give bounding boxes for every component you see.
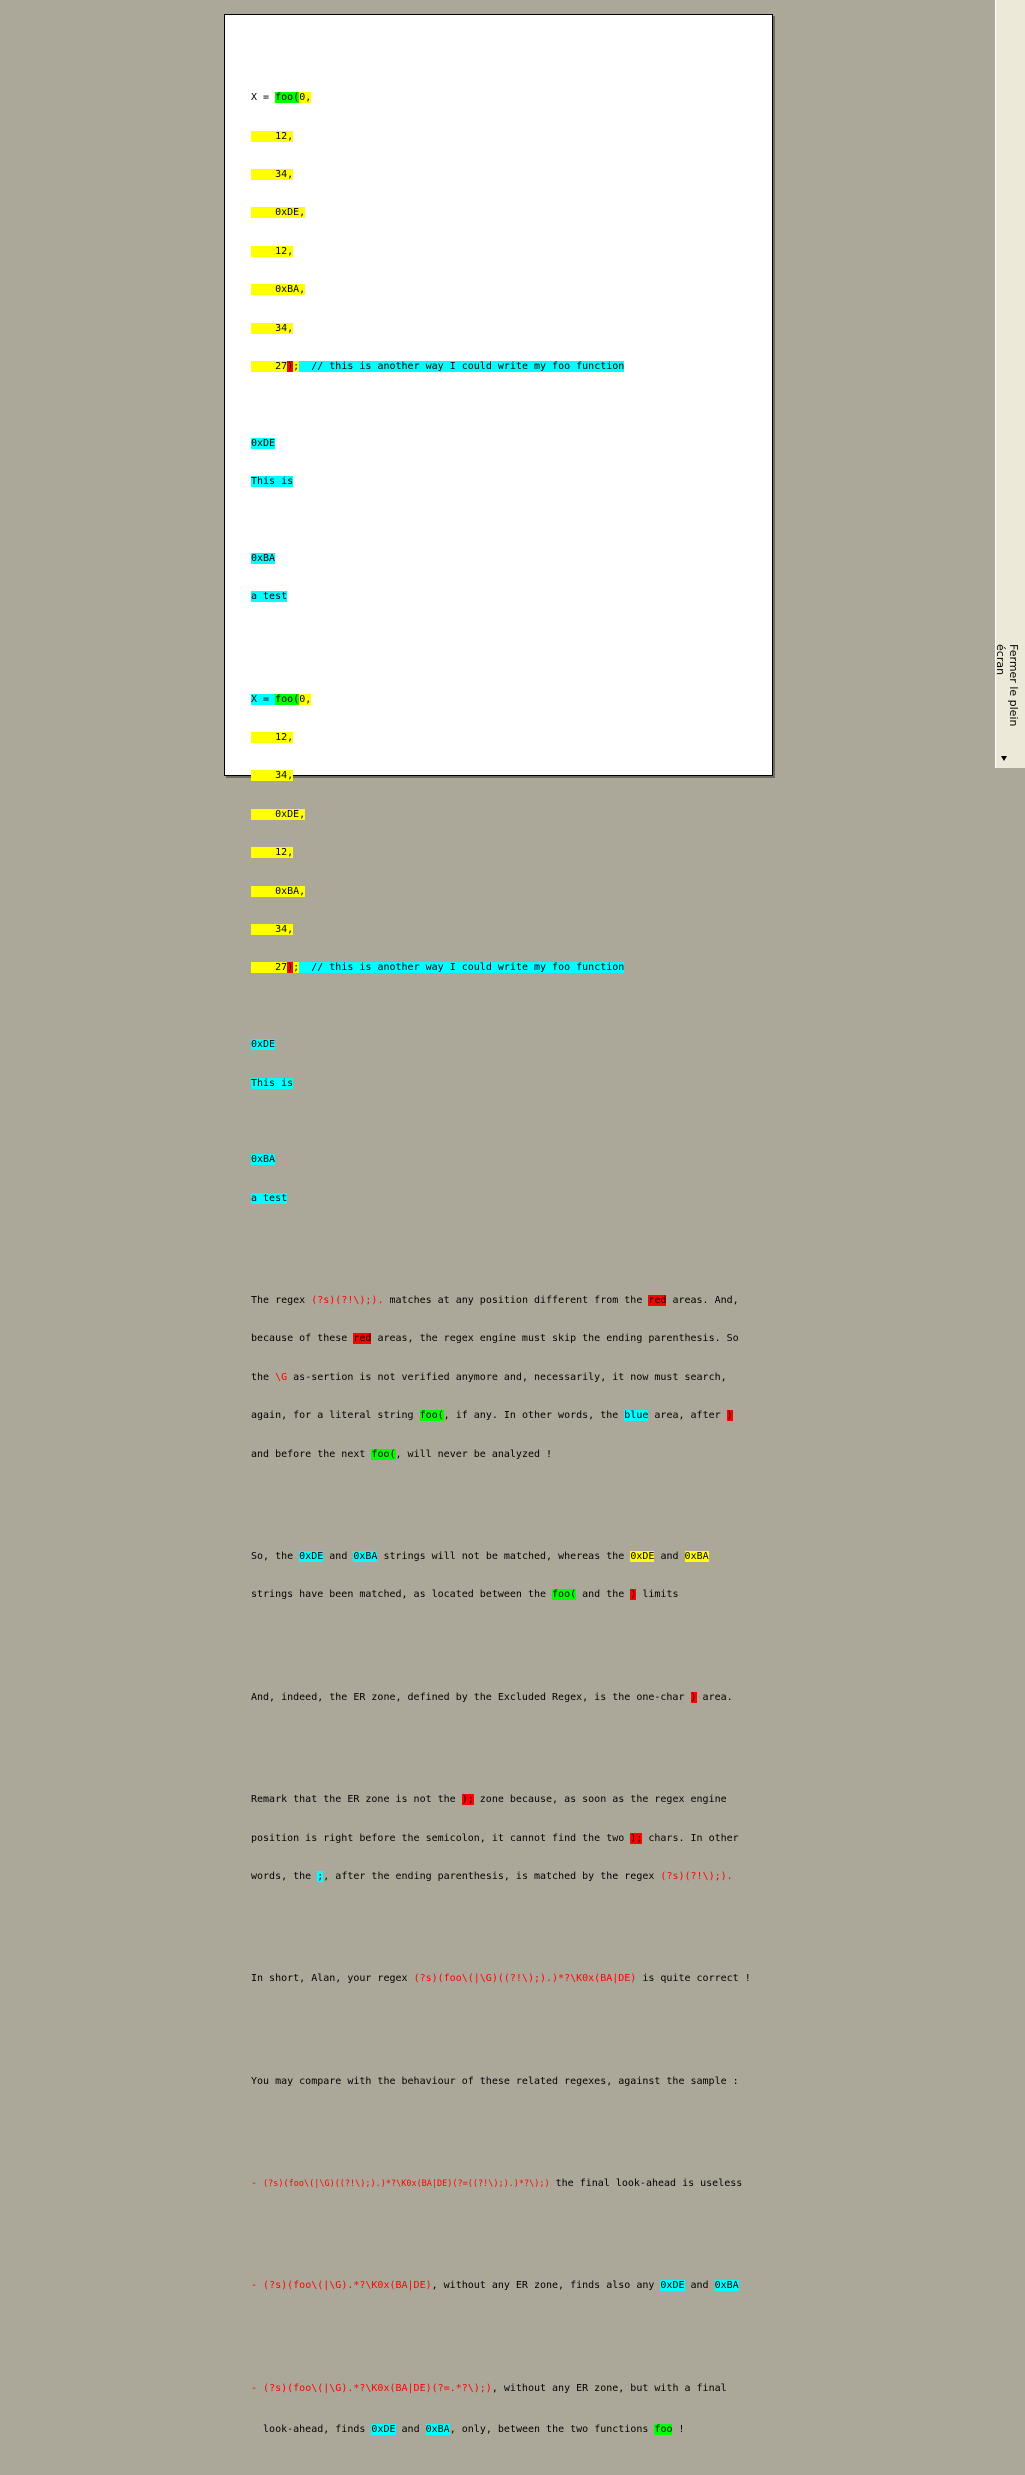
text-line [251, 2383, 761, 2396]
text: the [251, 1371, 276, 1383]
regex: (?s)(foo\(|\G)((?!\);).)*?\K0x(BA|DE) [413, 1973, 637, 1985]
text: and the [576, 1589, 631, 1601]
code-line [251, 361, 761, 374]
code-line [251, 1039, 761, 1052]
highlight-semicolon: ; [293, 962, 300, 974]
text: because of these [251, 1333, 354, 1345]
code-line [251, 591, 761, 604]
code-line [251, 924, 761, 937]
text: the final look-ahead is useless [549, 2178, 743, 2190]
text: position is right before the semicolon, it cannot find the two [251, 1832, 631, 1844]
code-line [251, 694, 761, 707]
highlight-foo: foo( [552, 1589, 577, 1601]
code-x: X = [251, 92, 276, 104]
code-line [251, 92, 761, 105]
highlight-args: 0xBA, [251, 885, 306, 897]
text: strings will not be matched, whereas the [377, 1551, 631, 1563]
text-line [251, 1973, 761, 1986]
text: strings have been matched, as located between the [251, 1589, 553, 1601]
code-line [251, 284, 761, 297]
text: , without any ER zone, but with a final [491, 2382, 727, 2394]
code-line [251, 1193, 761, 1206]
highlight-args: 12, [251, 245, 294, 257]
highlight-foo: foo( [371, 1448, 396, 1460]
highlight-hex: 0xBA [714, 2280, 739, 2292]
highlight-semicolon: ; [317, 1870, 324, 1882]
text: , will never be analyzed ! [395, 1448, 553, 1460]
text-line [251, 1333, 761, 1346]
highlight-hex: 0xBA [251, 552, 276, 564]
text-line [251, 1295, 761, 1308]
text: , if any. In other words, the [443, 1410, 625, 1422]
text: areas. And, [666, 1295, 739, 1307]
red-label: red [353, 1333, 372, 1345]
text: again, for a literal string [251, 1410, 420, 1422]
highlight-foo: foo [654, 2424, 673, 2436]
text: And, indeed, the ER zone, defined by the Excluded Regex, is the one-char [251, 1691, 691, 1703]
bullet: - [251, 2178, 264, 2190]
highlight-text: This is [251, 1077, 294, 1089]
code-line [251, 476, 761, 489]
highlight-text: This is [251, 476, 294, 488]
code-line [251, 438, 761, 451]
text: , after the ending parenthesis, is matched by the regex [323, 1870, 661, 1882]
highlight-hex: 0xDE [660, 2280, 685, 2292]
code-line [251, 847, 761, 860]
highlight-hex: 0xDE [630, 1551, 655, 1563]
highlight-comment: // this is another way I could write my foo function [299, 962, 625, 974]
highlight-args: 0, [299, 693, 312, 705]
highlight-paren: ) [726, 1410, 733, 1422]
exit-fullscreen-button[interactable]: Fermer le plein écran [998, 640, 1020, 755]
text: is quite correct ! [636, 1973, 751, 1985]
text-line [251, 1551, 761, 1564]
code-line [251, 131, 761, 144]
text-line [251, 1372, 761, 1385]
highlight-hex: 0xDE [371, 2424, 396, 2436]
text-line [251, 2178, 761, 2191]
text: and [684, 2280, 715, 2292]
highlight-comment: // this is another way I could write my foo function [299, 360, 625, 372]
code-line [251, 169, 761, 182]
text-line [251, 1449, 761, 1462]
text: and before the next [251, 1448, 372, 1460]
code-line [251, 1078, 761, 1091]
text: and [654, 1551, 685, 1563]
text: zone because, as soon as the regex engine [473, 1794, 727, 1806]
code-line [251, 732, 761, 745]
text: look-ahead, finds [251, 2424, 372, 2436]
text-line [251, 1871, 761, 1884]
highlight-text: a test [251, 591, 288, 603]
text: area, after [648, 1410, 727, 1422]
highlight-paren: ); [461, 1794, 474, 1806]
highlight-args: 12, [251, 847, 294, 859]
highlight-args: 34, [251, 168, 294, 180]
highlight-hex: 0xBA [425, 2424, 450, 2436]
regex: (?s)(foo\(|\G).*?\K0x(BA|DE) [263, 2280, 432, 2292]
highlight-args: 34, [251, 770, 294, 782]
bullet: - [251, 2280, 264, 2292]
text-line [251, 2280, 761, 2293]
text: and [395, 2424, 426, 2436]
regex: (?s)(foo\(|\G)((?!\);).)*?\K0x(BA|DE)(?=((?!\);).)*?\);) [263, 2179, 550, 2190]
highlight-paren: ) [287, 962, 294, 974]
highlight-args: 0xBA, [251, 284, 306, 296]
code-line [251, 553, 761, 566]
text-line [251, 1589, 761, 1602]
regex: \G [275, 1371, 288, 1383]
highlight-args: 0xDE, [251, 207, 306, 219]
text: So, the [251, 1551, 300, 1563]
highlight-hex: 0xDE [251, 437, 276, 449]
highlight-hex: 0xDE [299, 1551, 324, 1563]
highlight-hex: 0xDE [251, 1039, 276, 1051]
code-line [251, 886, 761, 899]
text: In short, Alan, your regex [251, 1973, 414, 1985]
text-line [251, 2424, 761, 2437]
highlight-foo: foo( [419, 1410, 444, 1422]
text: and [323, 1551, 354, 1563]
code-line [251, 962, 761, 975]
code-line [251, 1154, 761, 1167]
highlight-args: 34, [251, 923, 294, 935]
bullet: - [251, 2382, 264, 2394]
highlight-args: 12, [251, 130, 294, 142]
highlight-semicolon: ; [293, 360, 300, 372]
text: area. [696, 1691, 733, 1703]
blue-label: blue [624, 1410, 649, 1422]
code-line [251, 809, 761, 822]
text: chars. In other [642, 1832, 739, 1844]
code-x: X = [251, 693, 276, 705]
text: as-sertion is not verified anymore and, necessarily, it now must search, [287, 1371, 727, 1383]
highlight-paren: ); [630, 1832, 643, 1844]
document-page [224, 14, 773, 2436]
regex: (?s)(?!\);). [660, 1870, 733, 1882]
text: matches at any position different from the [383, 1295, 649, 1307]
highlight-args: 27 [251, 360, 288, 372]
highlight-args: 12, [251, 732, 294, 744]
highlight-args: 0, [299, 92, 312, 104]
highlight-text: a test [251, 1192, 288, 1204]
highlight-foo: foo( [275, 92, 300, 104]
highlight-paren: ) [630, 1589, 637, 1601]
regex: (?s)(?!\);). [311, 1295, 384, 1307]
text-line: You may compare with the behaviour of these related regexes, against the sample : [251, 2075, 739, 2087]
text: limits [636, 1589, 679, 1601]
highlight-foo: foo( [275, 693, 300, 705]
highlight-hex: 0xBA [251, 1154, 276, 1166]
text-line [251, 1794, 761, 1807]
text-line [251, 1833, 761, 1846]
text: words, the [251, 1870, 318, 1882]
text-line [251, 1410, 761, 1423]
highlight-hex: 0xBA [353, 1551, 378, 1563]
text: Remark that the ER zone is not the [251, 1794, 462, 1806]
chevron-down-icon[interactable] [1001, 756, 1007, 761]
text: , only, between the two functions [449, 2424, 655, 2436]
highlight-paren: ) [690, 1691, 697, 1703]
code-line [251, 246, 761, 259]
code-line [251, 207, 761, 220]
highlight-hex: 0xBA [684, 1551, 709, 1563]
text: , without any ER zone, finds also any [431, 2280, 661, 2292]
regex: (?s)(foo\(|\G).*?\K0x(BA|DE)(?=.*?\);) [263, 2382, 492, 2394]
text: areas, the regex engine must skip the ending parenthesis. So [371, 1333, 739, 1345]
red-label: red [648, 1295, 667, 1307]
document-content [251, 41, 761, 2475]
text: ! [672, 2424, 685, 2436]
highlight-args: 27 [251, 962, 288, 974]
code-line [251, 323, 761, 336]
text-line [251, 1692, 761, 1705]
highlight-paren: ) [287, 360, 294, 372]
text: The regex [251, 1295, 312, 1307]
code-line [251, 770, 761, 783]
highlight-args: 0xDE, [251, 808, 306, 820]
highlight-args: 34, [251, 322, 294, 334]
